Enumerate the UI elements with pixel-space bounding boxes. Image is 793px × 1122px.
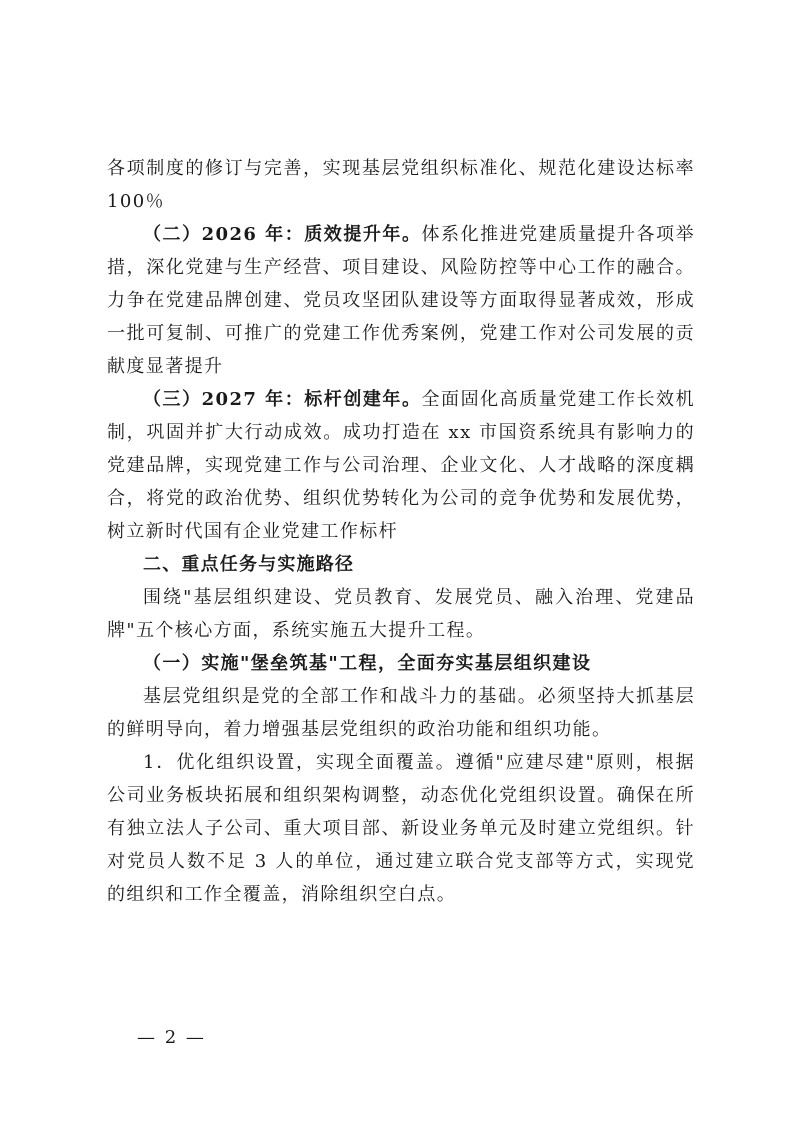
paragraph-label: （二）2026 年：质效提升年。 [143, 224, 422, 245]
paragraph-text: 体系化推进党建质量提升各项举措，深化党建与生产经营、项目建设、风险防控等中心工作的融合。力争在党建品牌创建、党员攻坚团队建设等方面取得显著成效，形成一批可复制、可推广的党建工作优秀案例，党建工作对公司发展的贡献度显著提升 [107, 224, 695, 377]
paragraph-2027-goal [107, 383, 695, 548]
paragraph-2026-goal [107, 218, 695, 383]
page-number: — 2 — [137, 1027, 206, 1048]
paragraph-label: （三）2027 年：标杆创建年。 [143, 389, 422, 410]
subsection-heading: （一）实施"堡垒筑基"工程，全面夯实基层组织建设 [143, 653, 592, 674]
paragraph-text: 全面固化高质量党建工作长效机制，巩固并扩大行动成效。成功打造在 xx 市国资系统具有影响力的党建品牌，实现党建工作与公司治理、企业文化、人才战略的深度耦合，将党的政治优势、组织优势转化为公司的竞争优势和发展优势，树立新时代国有企业党建工作标杆 [107, 389, 695, 542]
section-heading: 二、重点任务与实施路径 [143, 554, 355, 575]
page-body [107, 152, 695, 911]
paragraph-item-1: 1．优化组织设置，实现全面覆盖。遵循"应建尽建"原则，根据公司业务板块拓展和组织架构调整，动态优化党组织设置。确保在所有独立法人子公司、重大项目部、新设业务单元及时建立党组织。针对党员人数不足 3 人的单位，通过建立联合党支部等方式，实现党的组织和工作全覆盖，消除组织空白点。 [107, 752, 695, 905]
paragraph-foundation: 基层党组织是党的全部工作和战斗力的基础。必须坚持大抓基层的鲜明导向，着力增强基层党组织的政治功能和组织功能。 [107, 686, 695, 740]
paragraph-continuation: 各项制度的修订与完善，实现基层党组织标准化、规范化建设达标率 100％ [107, 158, 695, 212]
paragraph-intro: 围绕"基层组织建设、党员教育、发展党员、融入治理、党建品牌"五个核心方面，系统实施五大提升工程。 [107, 587, 695, 641]
